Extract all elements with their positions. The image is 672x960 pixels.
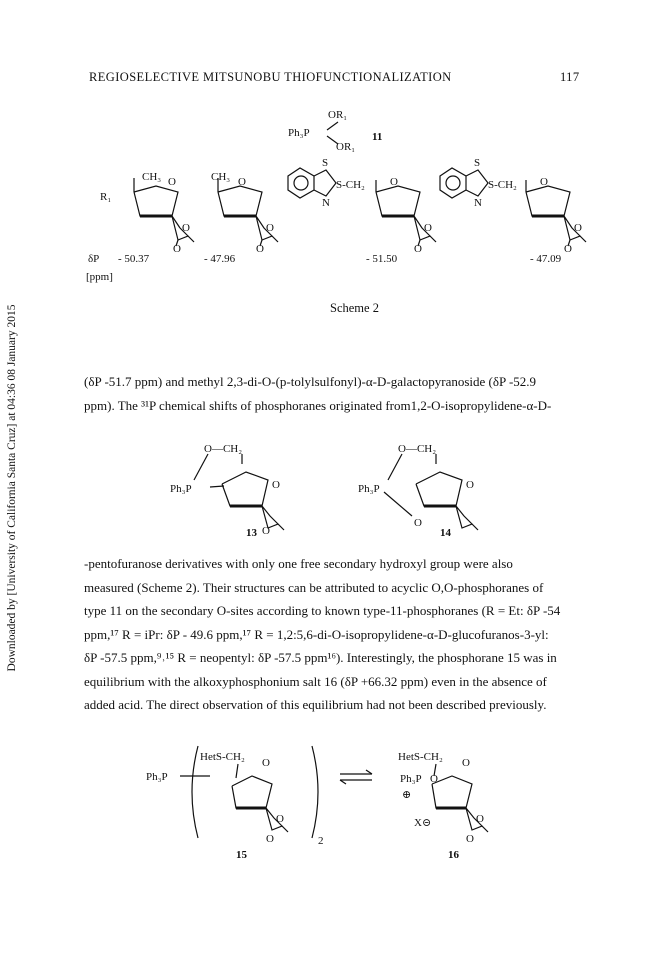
thiazole-s-2: S <box>474 157 481 169</box>
ring-o-16: O <box>462 757 470 769</box>
ch3-label-1: CH₃ <box>142 171 162 183</box>
acetal-o-2a: O <box>266 222 274 234</box>
ch3-label-2: CH₃ <box>211 171 231 183</box>
text-line: equilibrium with the alkoxyphosphonium salt 16 (δP +66.32 ppm) even in the absence of <box>84 673 547 689</box>
text-line: -pentofuranose derivatives with only one free secondary hydroxyl group were also <box>84 556 513 571</box>
ring-o-3: O <box>390 176 398 188</box>
acetal-o-4b: O <box>564 243 572 255</box>
page-number: 117 <box>560 70 580 84</box>
compounds-13-14-figure <box>150 432 530 542</box>
ring-o-2: O <box>238 176 246 188</box>
och2-label-13: O—CH₂ <box>204 443 243 455</box>
text-line: (δP -51.7 ppm) and methyl 2,3-di-O-(p-tolylsulfonyl)-α-D-galactopyranoside (δP -52.9 <box>84 374 537 389</box>
text-line: type 11 on the secondary O-sites according to known type-11-phosphoranes (R = Et: δP -54 <box>84 603 561 618</box>
counterion-x: X⊝ <box>414 817 432 829</box>
text-line: added acid. The direct observation of this equilibrium had not been described previously. <box>84 697 547 712</box>
scheme-caption: Scheme 2 <box>330 301 379 315</box>
text-line: δP -57.5 ppm,⁹˒¹⁵ R = neopentyl: δP -57.5 ppm¹⁶). Interestingly, the phosphorane 15 was in <box>84 650 557 665</box>
shift-value: - 47.96 <box>204 253 236 265</box>
acetal-o-16b: O <box>466 833 474 845</box>
running-title: REGIOSELECTIVE MITSUNOBU THIOFUNCTIONALIZATION <box>89 70 452 84</box>
acetal-o-13: O <box>262 525 270 537</box>
acetal-o-1b: O <box>173 243 181 255</box>
delta-p-label: δP <box>88 253 100 265</box>
s-ch2-label-2: S-CH₂ <box>488 179 517 191</box>
ph3p-label-14: Ph₃P <box>358 483 380 495</box>
ppm-label: [ppm] <box>86 271 113 283</box>
download-notice <box>6 268 20 708</box>
compound-label-15: 15 <box>236 849 247 861</box>
hets-ch2-label-16: HetS-CH₂ <box>398 751 443 763</box>
paragraph-1 <box>84 370 584 417</box>
acetal-o-15a: O <box>276 813 284 825</box>
shift-value: - 51.50 <box>366 253 398 265</box>
ring-o-16b: O <box>430 773 438 785</box>
equilibrium-figure <box>140 742 540 862</box>
ring-o-15: O <box>262 757 270 769</box>
r1-label: R₁ <box>100 191 112 203</box>
download-notice-text: Downloaded by [University of California Santa Cruz] at 04:36 08 January 2015 <box>6 304 18 672</box>
acetal-o-1a: O <box>182 222 190 234</box>
acetal-o-16a: O <box>476 813 484 825</box>
acetal-o-3b: O <box>414 243 422 255</box>
acetal-o-15b: O <box>266 833 274 845</box>
shift-value: - 47.09 <box>530 253 562 265</box>
text-line: measured (Scheme 2). Their structures can be attributed to acyclic O,O-phosphoranes of <box>84 579 544 595</box>
ph3p-label-13: Ph₃P <box>170 483 192 495</box>
och2-label-14: O—CH₂ <box>398 443 437 455</box>
acetal-o-4a: O <box>574 222 582 234</box>
thiazole-n-2: N <box>474 197 482 209</box>
compound-label-14: 14 <box>440 527 451 539</box>
ring-o-14: O <box>466 479 474 491</box>
phosphonium-plus: ⊕ <box>402 789 412 801</box>
s-ch2-label-1: S-CH₂ <box>336 179 365 191</box>
scheme-2-figure <box>60 100 620 330</box>
ph3p-label-15: Ph₃P <box>146 771 168 783</box>
compound-label-16: 16 <box>448 849 459 861</box>
ring-o-1: O <box>168 176 176 188</box>
compound-label-13: 13 <box>246 527 257 539</box>
shift-value: - 50.37 <box>118 253 150 265</box>
reagent-or-bottom: OR₁ <box>336 141 356 153</box>
paragraph-2 <box>84 552 584 717</box>
acetal-o-3a: O <box>424 222 432 234</box>
ring-o-13: O <box>272 479 280 491</box>
thiazole-n-1: N <box>322 197 330 209</box>
ph3p-label-16: Ph₃P <box>400 773 422 785</box>
ring-o-4: O <box>540 176 548 188</box>
reagent-ph3p: Ph₃P <box>288 127 310 139</box>
hets-ch2-label-15: HetS-CH₂ <box>200 751 245 763</box>
text-line: ppm). The ³¹P chemical shifts of phosphoranes originated from1,2-O-isopropylidene-α-D- <box>84 397 552 413</box>
bridge-o-14: O <box>414 517 422 529</box>
thiazole-s-1: S <box>322 157 329 169</box>
reagent-or-top: OR₁ <box>328 109 348 121</box>
acetal-o-2b: O <box>256 243 264 255</box>
subscript-2: 2 <box>318 835 324 847</box>
text-line: ppm,¹⁷ R = iPr: δP - 49.6 ppm,¹⁷ R = 1,2:5,6-di-O-isopropylidene-α-D-glucofuranos-3-yl: <box>84 626 549 642</box>
reagent-number: 11 <box>372 131 383 143</box>
